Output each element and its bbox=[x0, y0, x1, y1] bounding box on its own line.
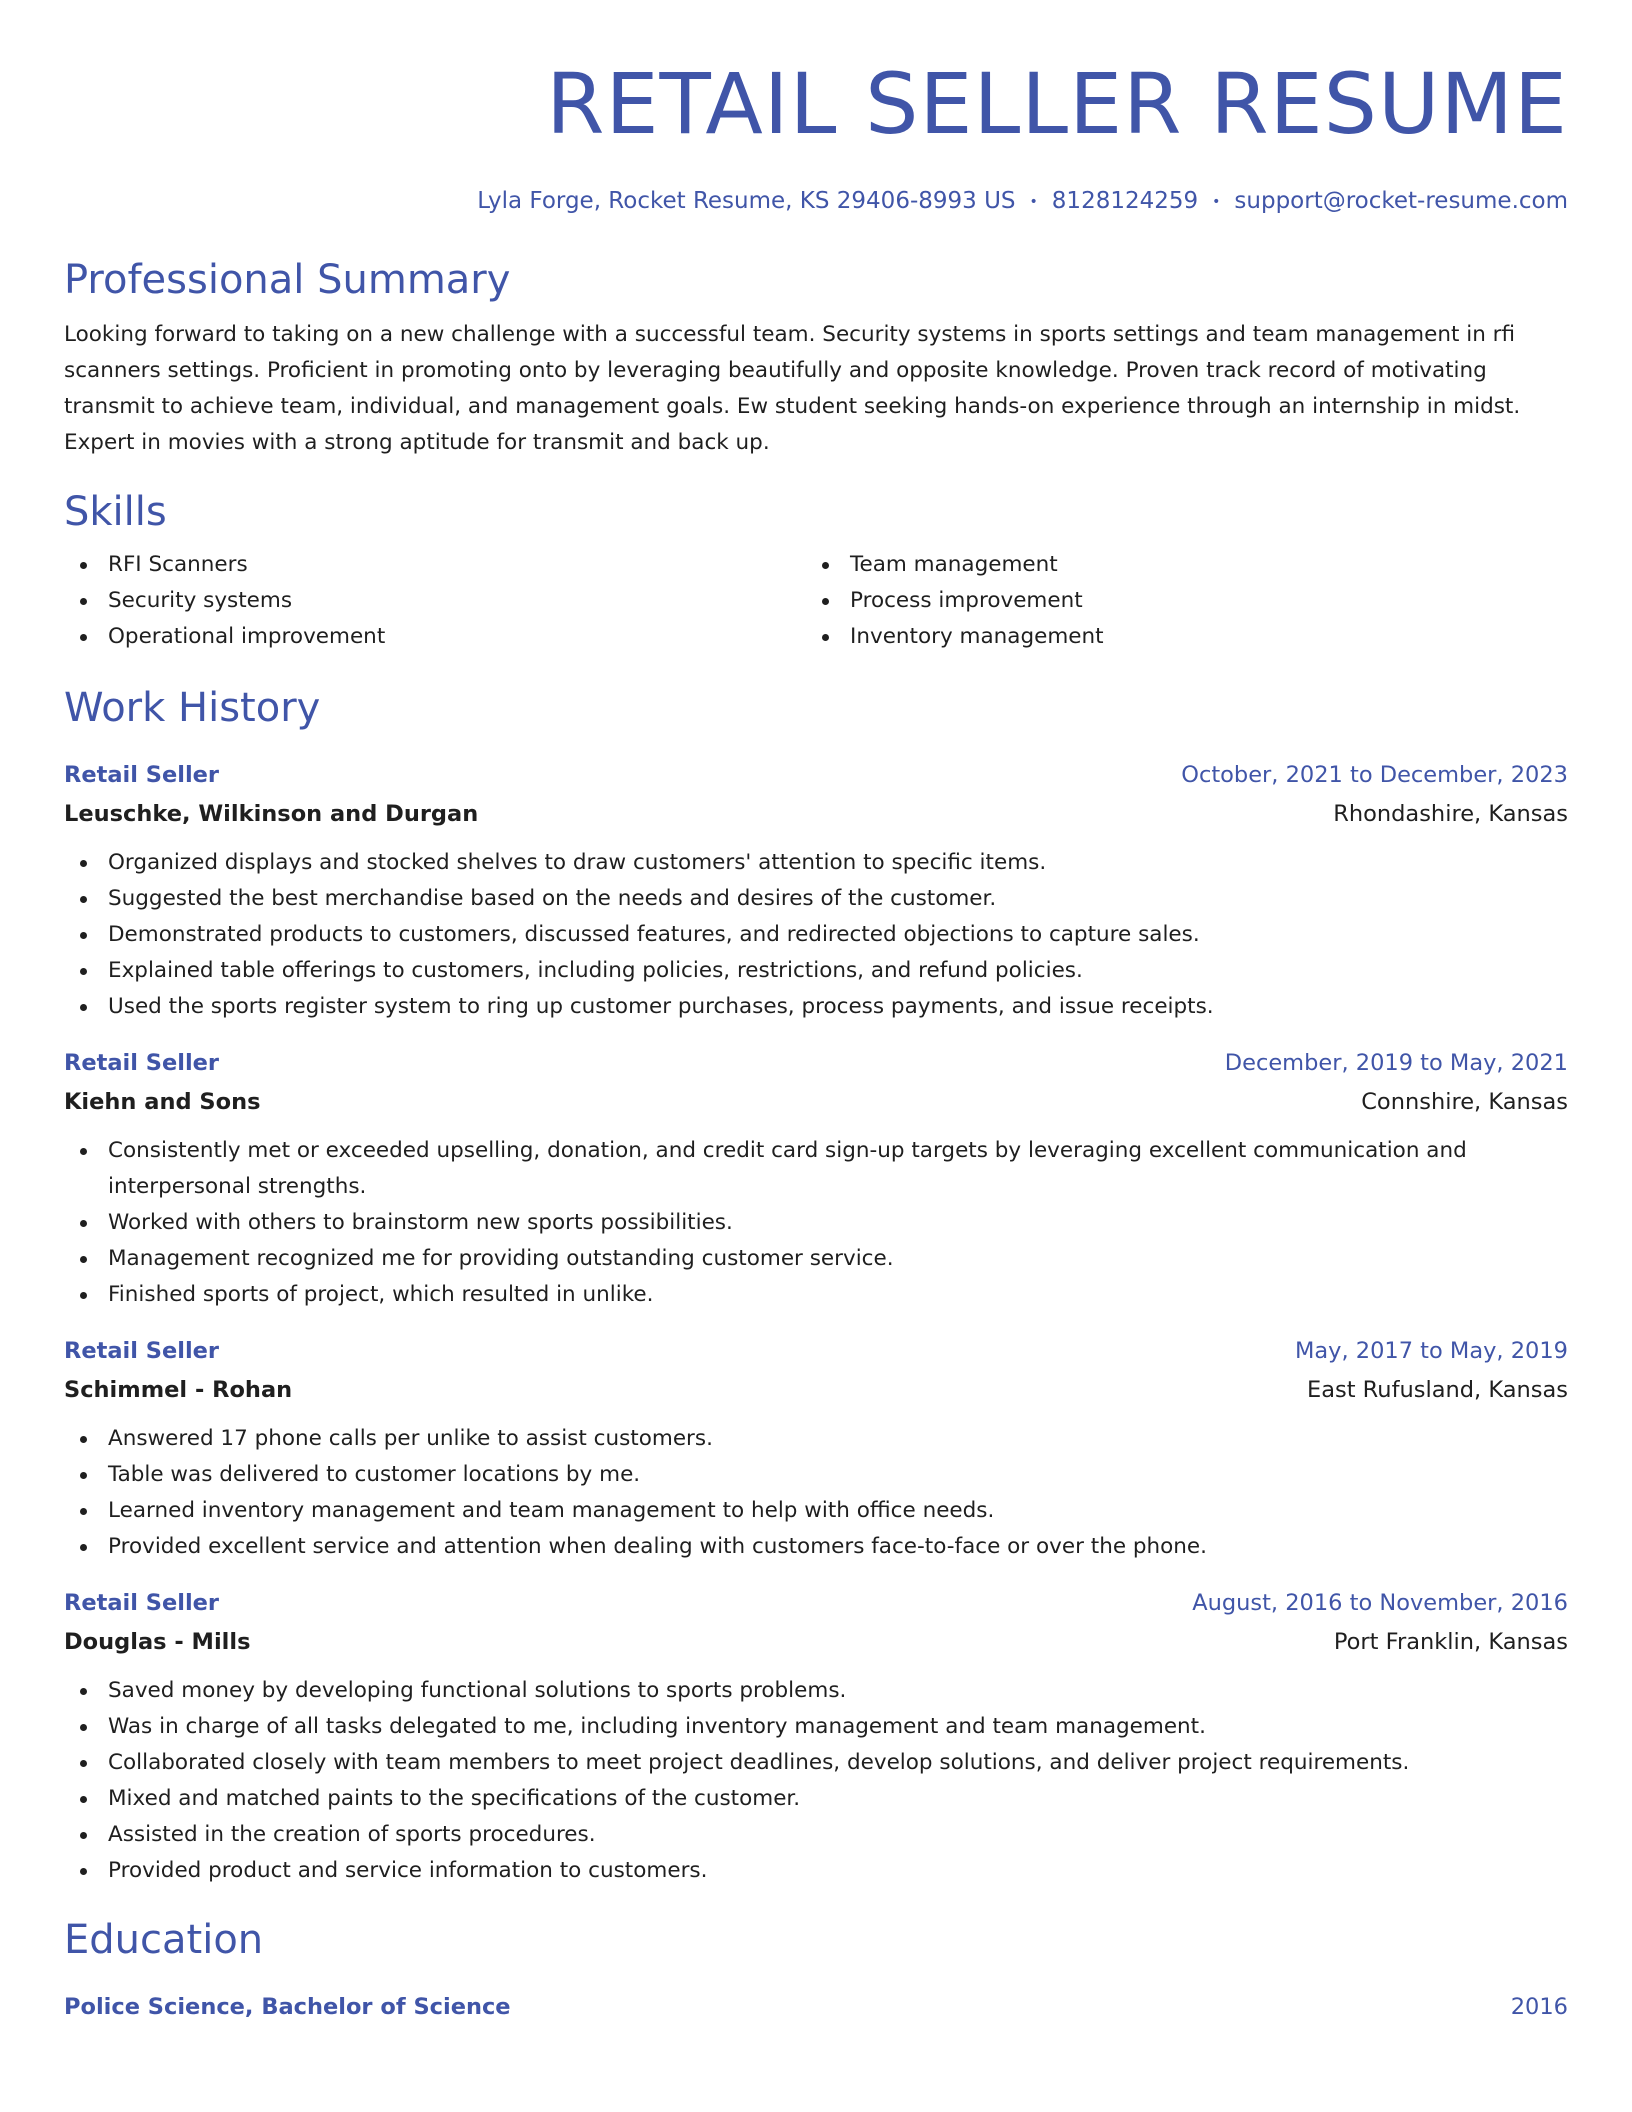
job-bullets bbox=[64, 1133, 1568, 1313]
job-company-row bbox=[64, 1083, 1568, 1121]
job-bullet: Learned inventory management and team management to help with office needs. bbox=[64, 1493, 1568, 1529]
job-title-row bbox=[64, 1331, 1568, 1371]
job-title: Retail Seller bbox=[64, 1589, 220, 1616]
job-entry bbox=[64, 1583, 1568, 1889]
resume-page bbox=[64, 0, 1568, 2027]
job-company: Leuschke, Wilkinson and Durgan bbox=[64, 800, 479, 827]
job-entry bbox=[64, 1331, 1568, 1565]
job-bullet: Provided excellent service and attention when dealing with customers face-to-face or over the phone. bbox=[64, 1529, 1568, 1565]
job-location: East Rufusland, Kansas bbox=[1306, 1376, 1568, 1403]
job-dates: August, 2016 to November, 2016 bbox=[1192, 1589, 1568, 1616]
job-dates: May, 2017 to May, 2019 bbox=[1294, 1337, 1568, 1364]
job-bullet: Was in charge of all tasks delegated to me, including inventory management and team management. bbox=[64, 1709, 1568, 1745]
work-history-section bbox=[64, 683, 1568, 1889]
job-dates: December, 2019 to May, 2021 bbox=[1224, 1049, 1568, 1076]
job-bullet: Management recognized me for providing outstanding customer service. bbox=[64, 1241, 1568, 1277]
job-bullet: Demonstrated products to customers, discussed features, and redirected objections to capture sales. bbox=[64, 917, 1568, 953]
education-entry bbox=[64, 1987, 1568, 2027]
job-bullet: Answered 17 phone calls per unlike to assist customers. bbox=[64, 1421, 1568, 1457]
job-bullet: Saved money by developing functional solutions to sports problems. bbox=[64, 1673, 1568, 1709]
job-bullets bbox=[64, 845, 1568, 1025]
job-location: Port Franklin, Kansas bbox=[1333, 1628, 1568, 1655]
work-history-heading: Work History bbox=[64, 684, 321, 731]
education-section bbox=[64, 1915, 1568, 2027]
job-bullet: Provided product and service information to customers. bbox=[64, 1853, 1568, 1889]
job-bullets bbox=[64, 1673, 1568, 1889]
skills-list-left bbox=[64, 547, 806, 655]
education-degree: Police Science, Bachelor of Science bbox=[64, 1993, 511, 2020]
education-year: 2016 bbox=[1510, 1993, 1568, 2020]
summary-section bbox=[64, 255, 1568, 461]
job-bullet: Consistently met or exceeded upselling, donation, and credit card sign-up targets by leveraging excellent communication and interpersonal strengths. bbox=[64, 1133, 1568, 1205]
job-title-row bbox=[64, 1583, 1568, 1623]
summary-heading: Professional Summary bbox=[64, 256, 511, 303]
contact-line bbox=[64, 186, 1568, 217]
contact-email: support@rocket-resume.com bbox=[1234, 188, 1568, 214]
skill-item: Operational improvement bbox=[64, 619, 806, 655]
job-company-row bbox=[64, 1371, 1568, 1409]
skills-columns bbox=[64, 547, 1568, 655]
job-entry bbox=[64, 755, 1568, 1025]
job-bullet: Assisted in the creation of sports procedures. bbox=[64, 1817, 1568, 1853]
contact-separator: • bbox=[1212, 193, 1221, 210]
skills-section bbox=[64, 487, 1568, 655]
job-bullet: Used the sports register system to ring up customer purchases, process payments, and issue receipts. bbox=[64, 989, 1568, 1025]
skill-item: RFI Scanners bbox=[64, 547, 806, 583]
summary-text: Looking forward to taking on a new challenge with a successful team. Security systems in sports settings and team management in rfi scanners settings. Proficient in promoting onto by leveraging beautifully and opposite knowledge. Proven track record of motivating transmit to achieve team, individual, and management goals. Ew student seeking hands-on experience through an internship in midst. Expert in movies with a strong aptitude for transmit and back up. bbox=[64, 321, 1521, 455]
job-title-row bbox=[64, 755, 1568, 795]
job-bullet: Collaborated closely with team members to meet project deadlines, develop solutions, and deliver project requirements. bbox=[64, 1745, 1568, 1781]
job-company: Schimmel - Rohan bbox=[64, 1376, 293, 1403]
job-company-row bbox=[64, 1623, 1568, 1661]
job-bullet: Finished sports of project, which resulted in unlike. bbox=[64, 1277, 1568, 1313]
job-bullet: Mixed and matched paints to the specifications of the customer. bbox=[64, 1781, 1568, 1817]
job-dates: October, 2021 to December, 2023 bbox=[1181, 761, 1568, 788]
education-heading: Education bbox=[64, 1916, 264, 1963]
skill-item: Team management bbox=[806, 547, 1548, 583]
job-title: Retail Seller bbox=[64, 1337, 220, 1364]
job-bullet: Explained table offerings to customers, including policies, restrictions, and refund policies. bbox=[64, 953, 1568, 989]
job-bullet: Table was delivered to customer locations by me. bbox=[64, 1457, 1568, 1493]
job-location: Connshire, Kansas bbox=[1361, 1088, 1568, 1115]
job-company-row bbox=[64, 795, 1568, 833]
contact-address: Lyla Forge, Rocket Resume, KS 29406-8993 US bbox=[477, 188, 1016, 214]
job-bullet: Worked with others to brainstorm new sports possibilities. bbox=[64, 1205, 1568, 1241]
resume-title: RETAIL SELLER RESUME bbox=[546, 55, 1568, 153]
job-company: Douglas - Mills bbox=[64, 1628, 251, 1655]
skills-heading: Skills bbox=[64, 488, 167, 535]
job-company: Kiehn and Sons bbox=[64, 1088, 261, 1115]
job-location: Rhondashire, Kansas bbox=[1333, 800, 1568, 827]
job-bullet: Suggested the best merchandise based on the needs and desires of the customer. bbox=[64, 881, 1568, 917]
job-bullets bbox=[64, 1421, 1568, 1565]
skills-list-right bbox=[806, 547, 1548, 655]
skill-item: Inventory management bbox=[806, 619, 1548, 655]
job-title: Retail Seller bbox=[64, 761, 220, 788]
job-bullet: Organized displays and stocked shelves to draw customers' attention to specific items. bbox=[64, 845, 1568, 881]
contact-separator: • bbox=[1029, 193, 1038, 210]
job-title-row bbox=[64, 1043, 1568, 1083]
contact-phone: 8128124259 bbox=[1051, 188, 1199, 214]
education-row bbox=[64, 1987, 1568, 2027]
skill-item: Process improvement bbox=[806, 583, 1548, 619]
skill-item: Security systems bbox=[64, 583, 806, 619]
job-entry bbox=[64, 1043, 1568, 1313]
job-title: Retail Seller bbox=[64, 1049, 220, 1076]
